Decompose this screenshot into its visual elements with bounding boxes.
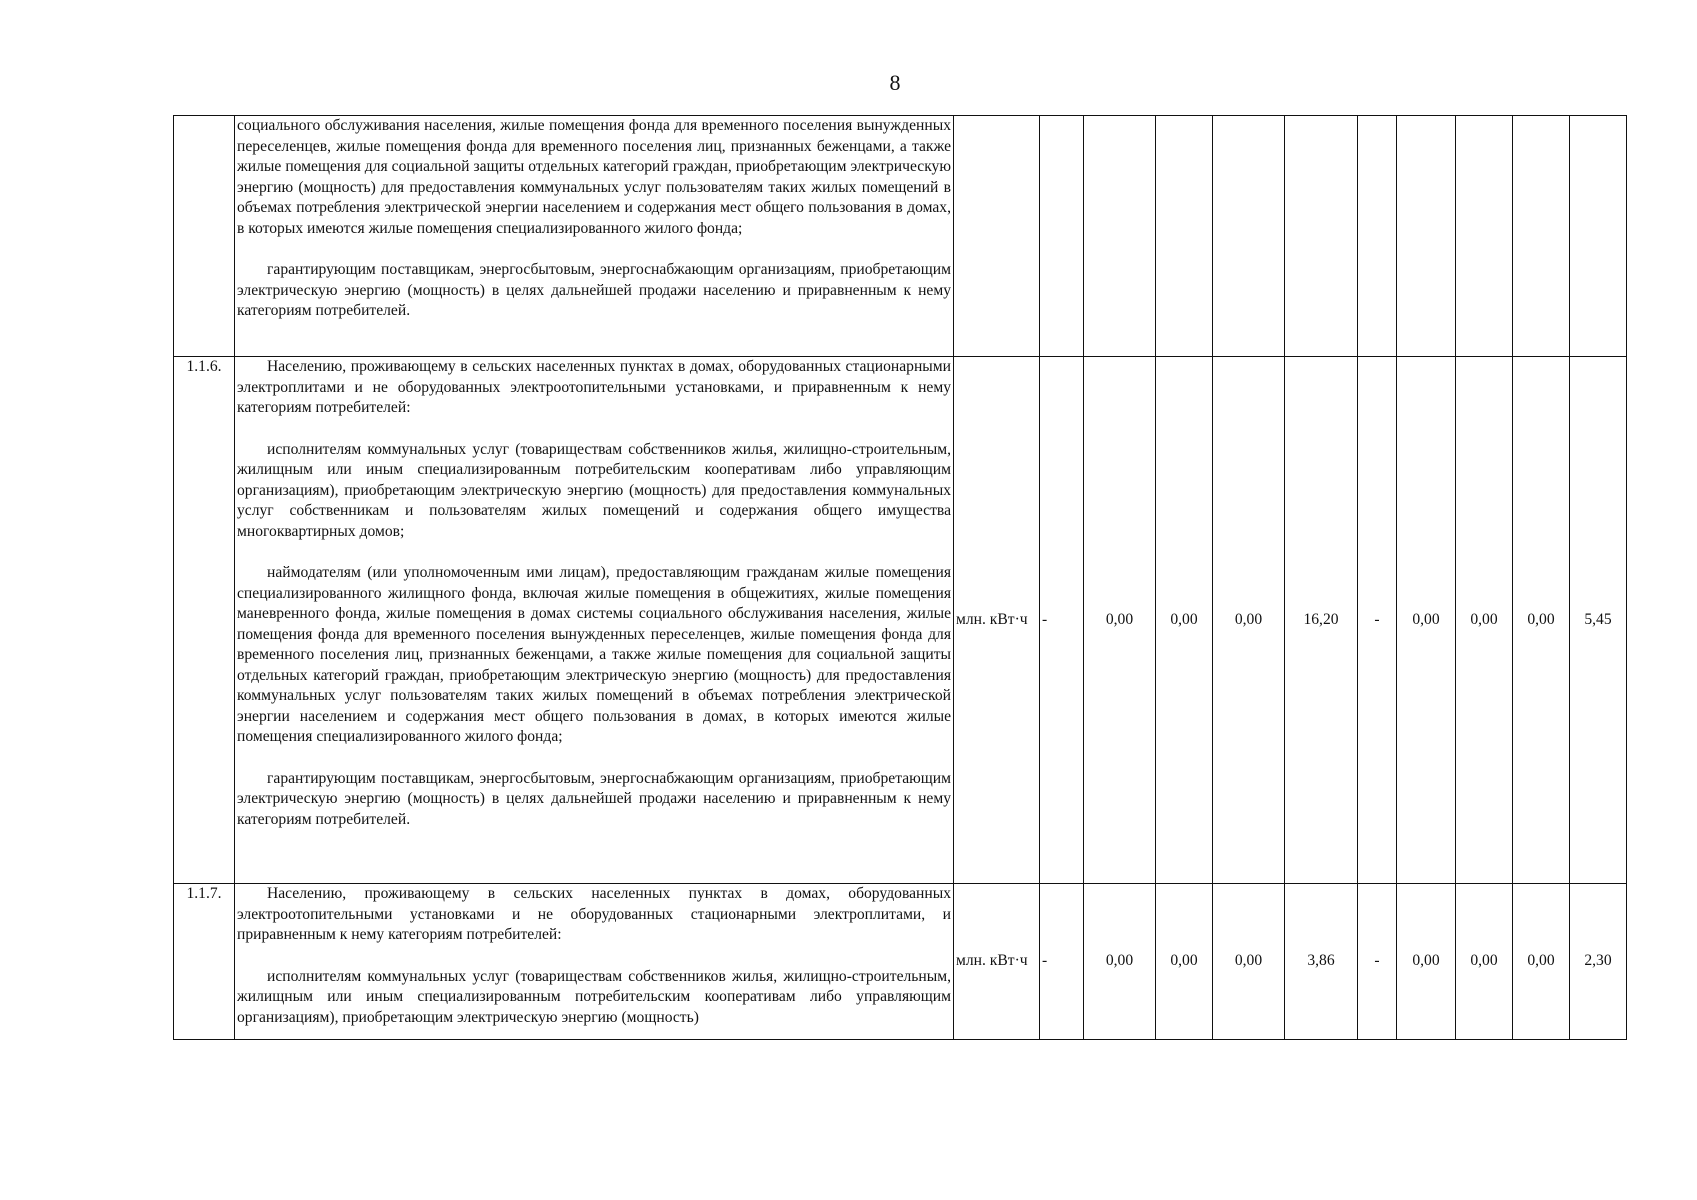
unit-cell: млн. кВт·ч: [954, 884, 1040, 1040]
value-cell: [1285, 116, 1358, 357]
paragraph: исполнителям коммунальных услуг (товариществам собственников жилья, жилищно-строительным, жилищным или иным специализированным потребительским кооперативам либо управляющим организациям), приобретающим электрическую энергию (мощность) для предоставления коммунальных услуг собственникам и пользователям жилых помещений и содержания общего имущества многоквартирных домов;: [237, 440, 951, 540]
value-cell: [1513, 116, 1570, 357]
value-cell: 16,20: [1285, 357, 1358, 884]
value-cell: 0,00: [1084, 884, 1156, 1040]
value-cell: 0,00: [1397, 884, 1456, 1040]
table-row: [174, 357, 1627, 884]
value-cell: 2,30: [1570, 884, 1627, 1040]
row-description: [235, 884, 954, 1040]
paragraph: Населению, проживающему в сельских населенных пунктах в домах, оборудованных стационарными электроплитами и не оборудованных электроотопительными установками, и приравненным к нему категориям потребителей:: [237, 358, 951, 416]
value-cell: [1213, 116, 1285, 357]
value-cell: -: [1358, 884, 1397, 1040]
paragraph: Населению, проживающему в сельских населенных пунктах в домах, оборудованных электроотопительными установками и не оборудованных стационарными электроплитами, и приравненным к нему категориям потребителей:: [237, 885, 951, 943]
value-cell: [1084, 116, 1156, 357]
value-cell: [1570, 116, 1627, 357]
paragraph: гарантирующим поставщикам, энергосбытовым, энергоснабжающим организациям, приобретающим электрическую энергию (мощность) в целях дальнейшей продажи населению и приравненным к нему категориям потребителей.: [237, 769, 951, 828]
value-cell: 0,00: [1213, 357, 1285, 884]
value-cell: [1040, 116, 1084, 357]
row-description: [235, 116, 954, 357]
value-cell: -: [1358, 357, 1397, 884]
unit-cell: [954, 116, 1040, 357]
value-cell: 0,00: [1397, 357, 1456, 884]
value-cell: 3,86: [1285, 884, 1358, 1040]
value-cell: 0,00: [1213, 884, 1285, 1040]
value-cell: 0,00: [1156, 357, 1213, 884]
row-number: 1.1.6.: [174, 357, 235, 884]
value-cell: 0,00: [1156, 884, 1213, 1040]
row-number: [174, 116, 235, 357]
value-cell: 0,00: [1513, 884, 1570, 1040]
paragraph: наймодателям (или уполномоченным ими лицам), предоставляющим гражданам жилые помещения специализированного жилищного фонда, включая жилые помещения в общежитиях, жилые помещения маневренного фонда, жилые помещения в домах системы социального обслуживания населения, жилые помещения фонда для временного поселения вынужденных переселенцев, жилые помещения фонда для временного поселения лиц, признанных беженцами, а также жилые помещения для социальной защиты отдельных категорий граждан, приобретающим электрическую энергию (мощность) для предоставления коммунальных услуг пользователям таких жилых помещений в объемах потребления электрической энергии населением и содержания мест общего пользования в домах, в которых имеются жилые помещения специализированного жилого фонда;: [237, 564, 951, 745]
row-description: [235, 357, 954, 884]
value-cell: [1397, 116, 1456, 357]
row-number: 1.1.7.: [174, 884, 235, 1040]
unit-cell: млн. кВт·ч: [954, 357, 1040, 884]
tariff-table: [173, 115, 1627, 1040]
value-cell: [1358, 116, 1397, 357]
table-row: [174, 116, 1627, 357]
value-cell: 0,00: [1084, 357, 1156, 884]
value-cell: [1156, 116, 1213, 357]
value-cell: -: [1040, 357, 1084, 884]
value-cell: 5,45: [1570, 357, 1627, 884]
value-cell: 0,00: [1456, 357, 1513, 884]
table-row: [174, 884, 1627, 1040]
paragraph: гарантирующим поставщикам, энергосбытовым, энергоснабжающим организациям, приобретающим электрическую энергию (мощность) в целях дальнейшей продажи населению и приравненным к нему категориям потребителей.: [237, 261, 951, 319]
page-number: 8: [889, 70, 901, 95]
paragraph: социального обслуживания населения, жилые помещения фонда для временного поселения вынужденных переселенцев, жилые помещения фонда для временного поселения лиц, признанных беженцами, а также жилые помещения для социальной защиты отдельных категорий граждан, приобретающим электрическую энергию (мощность) для предоставления коммунальных услуг пользователям таких жилых помещений в объемах потребления электрической энергии населением и содержания мест общего пользования в домах, в которых имеются жилые помещения специализированного жилого фонда;: [237, 117, 951, 237]
value-cell: 0,00: [1456, 884, 1513, 1040]
value-cell: 0,00: [1513, 357, 1570, 884]
value-cell: -: [1040, 884, 1084, 1040]
value-cell: [1456, 116, 1513, 357]
paragraph: исполнителям коммунальных услуг (товариществам собственников жилья, жилищно-строительным, жилищным или иным специализированным потребительским кооперативам либо управляющим организациям), приобретающим электрическую энергию (мощность): [237, 967, 951, 1026]
